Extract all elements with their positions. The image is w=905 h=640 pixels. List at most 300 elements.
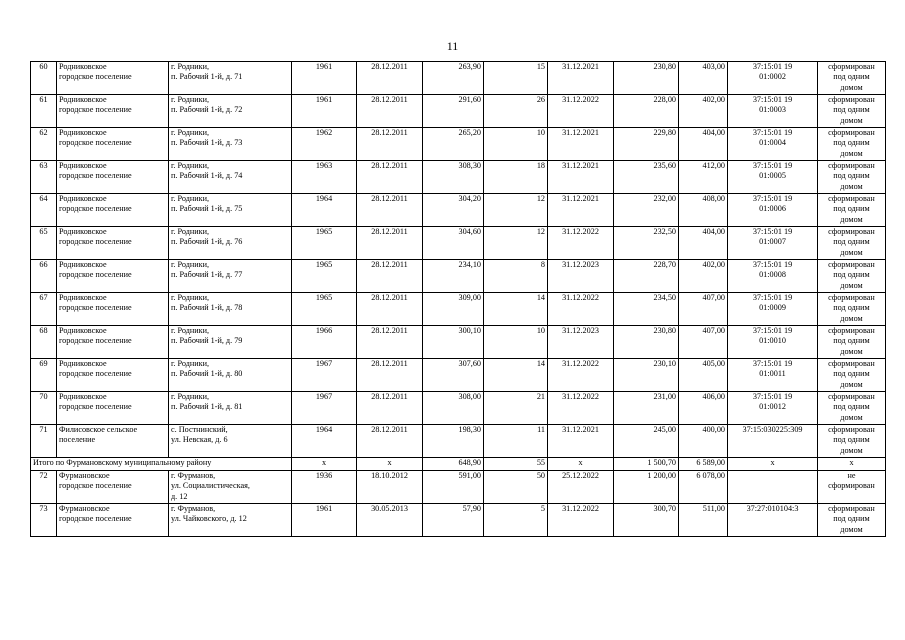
table-row bbox=[31, 62, 886, 95]
area-cell: 265,20 bbox=[423, 128, 484, 161]
status-cell-line: домом bbox=[840, 280, 863, 290]
area2-cell: 232,00 bbox=[614, 194, 679, 227]
area2-cell: 1 200,00 bbox=[614, 471, 679, 504]
area2-cell: 231,00 bbox=[614, 392, 679, 425]
cadastral-cell bbox=[728, 293, 818, 326]
status-cell-line: сформирован bbox=[828, 95, 875, 104]
row-number: 72 bbox=[31, 471, 57, 504]
row-number: 67 bbox=[31, 293, 57, 326]
area2-cell: 230,10 bbox=[614, 359, 679, 392]
row-number: 62 bbox=[31, 128, 57, 161]
row-number: 71 bbox=[31, 425, 57, 458]
year-cell: 1961 bbox=[292, 95, 357, 128]
year-cell: 1961 bbox=[292, 504, 357, 537]
cadastral-cell-line: 01:0003 bbox=[759, 105, 786, 115]
table-row bbox=[31, 504, 886, 537]
address-cell-line: п. Рабочий 1-й, д. 72 bbox=[171, 105, 243, 115]
cadastral-cell-line: 01:0012 bbox=[759, 402, 786, 412]
cadastral-cell bbox=[728, 62, 818, 95]
status-cell-line: сформирован bbox=[828, 62, 875, 71]
cadastral-cell-line: 37:15:01 19 bbox=[752, 62, 793, 71]
area-cell: 300,10 bbox=[423, 326, 484, 359]
status-cell-line: домом bbox=[840, 82, 863, 92]
year-cell: 1964 bbox=[292, 425, 357, 458]
municipality-cell-line: городское поселение bbox=[59, 204, 132, 214]
row-number: 63 bbox=[31, 161, 57, 194]
cadastral-cell-line: 37:15:01 19 bbox=[752, 326, 793, 335]
municipality-cell-line: Родниковское bbox=[59, 293, 107, 302]
residents-cell: 8 bbox=[484, 260, 548, 293]
status-cell-line: домом bbox=[840, 313, 863, 323]
residents-cell: 12 bbox=[484, 194, 548, 227]
row-number: 73 bbox=[31, 504, 57, 537]
cadastral-cell-line: 01:0010 bbox=[759, 336, 786, 346]
table-row bbox=[31, 326, 886, 359]
summary-area: 648,90 bbox=[423, 458, 484, 471]
status-cell-line: сформирован bbox=[828, 504, 875, 513]
cadastral-cell bbox=[728, 392, 818, 425]
area-cell: 304,20 bbox=[423, 194, 484, 227]
row-number: 61 bbox=[31, 95, 57, 128]
area2-cell: 232,50 bbox=[614, 227, 679, 260]
status-cell-line: домом bbox=[840, 214, 863, 224]
status-cell-line: домом bbox=[840, 445, 863, 455]
year-cell: 1965 bbox=[292, 260, 357, 293]
municipality-cell-line: Родниковское bbox=[59, 359, 107, 368]
row-number: 70 bbox=[31, 392, 57, 425]
cadastral-cell-line: 01:0006 bbox=[759, 204, 786, 214]
table-row bbox=[31, 128, 886, 161]
status-cell-line: сформирован bbox=[828, 227, 875, 236]
status-cell-line: под одним bbox=[833, 270, 870, 280]
residents-cell: 10 bbox=[484, 128, 548, 161]
address-cell-line: г. Родники, bbox=[171, 227, 210, 236]
row-number: 66 bbox=[31, 260, 57, 293]
cadastral-cell-line: 01:0007 bbox=[759, 237, 786, 247]
cadastral-cell-line: 37:15:01 19 bbox=[752, 260, 793, 269]
status-cell bbox=[818, 161, 886, 194]
municipality-cell bbox=[57, 504, 169, 537]
status-cell-line: сформирован bbox=[828, 293, 875, 302]
address-cell bbox=[169, 392, 292, 425]
address-cell bbox=[169, 471, 292, 504]
cadastral-cell bbox=[728, 128, 818, 161]
municipality-cell bbox=[57, 392, 169, 425]
summary-year: х bbox=[292, 458, 357, 471]
address-cell bbox=[169, 227, 292, 260]
municipality-cell-line: Фурмановское bbox=[59, 504, 110, 513]
municipality-cell-line: Филисовское сельское bbox=[59, 425, 138, 434]
residents-cell: 14 bbox=[484, 359, 548, 392]
status-cell-line: сформирован bbox=[828, 326, 875, 335]
date-cell: 28.12.2011 bbox=[357, 128, 423, 161]
status-cell-line: под одним bbox=[833, 237, 870, 247]
area-cell: 57,90 bbox=[423, 504, 484, 537]
status-cell bbox=[818, 95, 886, 128]
cadastral-cell-line: 37:15:030225:309 bbox=[742, 425, 803, 434]
date-cell: 28.12.2011 bbox=[357, 194, 423, 227]
address-cell bbox=[169, 62, 292, 95]
row-number: 65 bbox=[31, 227, 57, 260]
deadline-cell: 31.12.2022 bbox=[548, 359, 614, 392]
municipality-cell-line: Родниковское bbox=[59, 326, 107, 335]
address-cell-line: п. Рабочий 1-й, д. 73 bbox=[171, 138, 243, 148]
status-cell-line: сформирован bbox=[828, 260, 875, 269]
status-cell bbox=[818, 227, 886, 260]
cadastral-cell-line: 37:27:010104:3 bbox=[746, 504, 799, 513]
year-cell: 1962 bbox=[292, 128, 357, 161]
cadastral-cell-line: 37:15:01 19 bbox=[752, 161, 793, 170]
address-cell-line: с. Постнинский, bbox=[171, 425, 228, 434]
address-cell bbox=[169, 425, 292, 458]
address-cell-line: г. Родники, bbox=[171, 95, 210, 104]
cadastral-cell bbox=[728, 504, 818, 537]
table-row bbox=[31, 227, 886, 260]
status-cell bbox=[818, 392, 886, 425]
status-cell bbox=[818, 194, 886, 227]
area3-cell: 511,00 bbox=[679, 504, 728, 537]
date-cell: 28.12.2011 bbox=[357, 260, 423, 293]
table-row bbox=[31, 392, 886, 425]
area3-cell: 412,00 bbox=[679, 161, 728, 194]
status-cell-line: домом bbox=[840, 524, 863, 534]
cadastral-cell bbox=[728, 227, 818, 260]
row-number: 64 bbox=[31, 194, 57, 227]
municipality-cell-line: Родниковское bbox=[59, 161, 107, 170]
status-cell-line: сформирован bbox=[828, 194, 875, 203]
year-cell: 1967 bbox=[292, 392, 357, 425]
date-cell: 28.12.2011 bbox=[357, 293, 423, 326]
status-cell-line: сформирован bbox=[828, 359, 875, 368]
residents-cell: 26 bbox=[484, 95, 548, 128]
cadastral-cell-line: 01:0004 bbox=[759, 138, 786, 148]
cadastral-cell-line: 37:15:01 19 bbox=[752, 194, 793, 203]
address-cell-line: г. Родники, bbox=[171, 293, 210, 302]
area-cell: 309,00 bbox=[423, 293, 484, 326]
area2-cell: 230,80 bbox=[614, 62, 679, 95]
area3-cell: 407,00 bbox=[679, 326, 728, 359]
deadline-cell: 31.12.2021 bbox=[548, 128, 614, 161]
residents-cell: 11 bbox=[484, 425, 548, 458]
status-cell bbox=[818, 293, 886, 326]
status-cell-line: не bbox=[847, 471, 856, 480]
address-cell-line: ул. Социалистическая, bbox=[171, 481, 250, 491]
status-cell-line: сформирован bbox=[828, 161, 875, 170]
status-cell-line: домом bbox=[840, 379, 863, 389]
address-cell-line: ул. Невская, д. 6 bbox=[171, 435, 228, 445]
summary-label: Итого по Фурмановскому муниципальному району bbox=[31, 458, 292, 471]
area2-cell: 228,70 bbox=[614, 260, 679, 293]
table-row bbox=[31, 359, 886, 392]
municipality-cell-line: поселение bbox=[59, 435, 96, 445]
status-cell-line: сформирован bbox=[828, 392, 875, 401]
status-cell bbox=[818, 260, 886, 293]
summary-area3: 6 589,00 bbox=[679, 458, 728, 471]
address-cell-line: п. Рабочий 1-й, д. 74 bbox=[171, 171, 243, 181]
cadastral-cell bbox=[728, 425, 818, 458]
deadline-cell: 25.12.2022 bbox=[548, 471, 614, 504]
address-cell-line: п. Рабочий 1-й, д. 77 bbox=[171, 270, 243, 280]
address-cell-line: г. Родники, bbox=[171, 326, 210, 335]
status-cell-line: домом bbox=[840, 115, 863, 125]
municipality-cell-line: Родниковское bbox=[59, 260, 107, 269]
address-cell bbox=[169, 194, 292, 227]
municipality-cell bbox=[57, 62, 169, 95]
address-cell-line: г. Родники, bbox=[171, 260, 210, 269]
summary-residents: 55 bbox=[484, 458, 548, 471]
status-cell-line: под одним bbox=[833, 171, 870, 181]
cadastral-cell-line: 37:15:01 19 bbox=[752, 128, 793, 137]
municipality-cell-line: городское поселение bbox=[59, 237, 132, 247]
table-body bbox=[31, 62, 886, 537]
municipality-cell bbox=[57, 161, 169, 194]
deadline-cell: 31.12.2022 bbox=[548, 95, 614, 128]
date-cell: 28.12.2011 bbox=[357, 161, 423, 194]
status-cell-line: под одним bbox=[833, 138, 870, 148]
date-cell: 28.12.2011 bbox=[357, 425, 423, 458]
status-cell bbox=[818, 128, 886, 161]
cadastral-cell bbox=[728, 359, 818, 392]
year-cell: 1964 bbox=[292, 194, 357, 227]
date-cell: 28.12.2011 bbox=[357, 62, 423, 95]
date-cell: 30.05.2013 bbox=[357, 504, 423, 537]
table-row bbox=[31, 194, 886, 227]
table-row bbox=[31, 425, 886, 458]
deadline-cell: 31.12.2021 bbox=[548, 194, 614, 227]
residents-cell: 14 bbox=[484, 293, 548, 326]
deadline-cell: 31.12.2021 bbox=[548, 425, 614, 458]
municipality-cell-line: городское поселение bbox=[59, 336, 132, 346]
address-cell bbox=[169, 161, 292, 194]
status-cell bbox=[818, 326, 886, 359]
summary-date: х bbox=[357, 458, 423, 471]
summary-status: х bbox=[818, 458, 886, 471]
residents-cell: 5 bbox=[484, 504, 548, 537]
municipality-cell-line: городское поселение bbox=[59, 303, 132, 313]
municipality-cell-line: Родниковское bbox=[59, 194, 107, 203]
municipality-cell-line: городское поселение bbox=[59, 402, 132, 412]
area3-cell: 404,00 bbox=[679, 227, 728, 260]
address-cell-line: г. Родники, bbox=[171, 128, 210, 137]
municipality-cell-line: городское поселение bbox=[59, 514, 132, 524]
date-cell: 28.12.2011 bbox=[357, 95, 423, 128]
cadastral-cell bbox=[728, 260, 818, 293]
status-cell-line: под одним bbox=[833, 105, 870, 115]
area3-cell: 408,00 bbox=[679, 194, 728, 227]
status-cell-line: под одним bbox=[833, 435, 870, 445]
address-cell-line: п. Рабочий 1-й, д. 81 bbox=[171, 402, 243, 412]
status-cell bbox=[818, 504, 886, 537]
status-cell bbox=[818, 62, 886, 95]
municipality-cell bbox=[57, 359, 169, 392]
area-cell: 304,60 bbox=[423, 227, 484, 260]
row-number: 69 bbox=[31, 359, 57, 392]
address-cell-line: п. Рабочий 1-й, д. 79 bbox=[171, 336, 243, 346]
municipality-cell-line: Фурмановское bbox=[59, 471, 110, 480]
cadastral-cell-line: 37:15:01 19 bbox=[752, 95, 793, 104]
address-cell-line: г. Родники, bbox=[171, 194, 210, 203]
cadastral-cell bbox=[728, 471, 818, 504]
area-cell: 234,10 bbox=[423, 260, 484, 293]
area3-cell: 400,00 bbox=[679, 425, 728, 458]
row-number: 60 bbox=[31, 62, 57, 95]
area2-cell: 234,50 bbox=[614, 293, 679, 326]
address-cell bbox=[169, 326, 292, 359]
status-cell bbox=[818, 471, 886, 504]
year-cell: 1963 bbox=[292, 161, 357, 194]
cadastral-cell bbox=[728, 194, 818, 227]
municipality-cell-line: городское поселение bbox=[59, 171, 132, 181]
municipality-cell bbox=[57, 425, 169, 458]
area3-cell: 405,00 bbox=[679, 359, 728, 392]
municipality-cell-line: городское поселение bbox=[59, 481, 132, 491]
address-cell-line: г. Родники, bbox=[171, 359, 210, 368]
address-cell-line: п. Рабочий 1-й, д. 80 bbox=[171, 369, 243, 379]
status-cell-line: под одним bbox=[833, 72, 870, 82]
page-number: 11 bbox=[446, 39, 459, 53]
residents-cell: 15 bbox=[484, 62, 548, 95]
municipality-cell-line: Родниковское bbox=[59, 392, 107, 401]
municipality-cell-line: городское поселение bbox=[59, 369, 132, 379]
address-cell bbox=[169, 95, 292, 128]
municipality-cell-line: городское поселение bbox=[59, 105, 132, 115]
area3-cell: 407,00 bbox=[679, 293, 728, 326]
area2-cell: 228,00 bbox=[614, 95, 679, 128]
area-cell: 591,00 bbox=[423, 471, 484, 504]
address-cell bbox=[169, 293, 292, 326]
area-cell: 308,30 bbox=[423, 161, 484, 194]
status-cell-line: сформирован bbox=[828, 425, 875, 434]
municipality-cell bbox=[57, 128, 169, 161]
status-cell-line: домом bbox=[840, 346, 863, 356]
year-cell: 1967 bbox=[292, 359, 357, 392]
cadastral-cell-line: 37:15:01 19 bbox=[752, 392, 793, 401]
table-row bbox=[31, 260, 886, 293]
residents-cell: 12 bbox=[484, 227, 548, 260]
status-cell-line: под одним bbox=[833, 204, 870, 214]
row-number: 68 bbox=[31, 326, 57, 359]
table-row bbox=[31, 161, 886, 194]
year-cell: 1965 bbox=[292, 293, 357, 326]
area-cell: 198,30 bbox=[423, 425, 484, 458]
deadline-cell: 31.12.2023 bbox=[548, 260, 614, 293]
area2-cell: 245,00 bbox=[614, 425, 679, 458]
address-cell-line: д. 12 bbox=[171, 491, 188, 501]
status-cell-line: под одним bbox=[833, 514, 870, 524]
cadastral-cell bbox=[728, 161, 818, 194]
area2-cell: 235,60 bbox=[614, 161, 679, 194]
status-cell-line: сформирован bbox=[828, 481, 875, 491]
year-cell: 1961 bbox=[292, 62, 357, 95]
summary-row bbox=[31, 458, 886, 471]
date-cell: 28.12.2011 bbox=[357, 227, 423, 260]
municipality-cell bbox=[57, 293, 169, 326]
table-row bbox=[31, 293, 886, 326]
deadline-cell: 31.12.2021 bbox=[548, 161, 614, 194]
summary-cadastral: х bbox=[728, 458, 818, 471]
year-cell: 1965 bbox=[292, 227, 357, 260]
cadastral-cell bbox=[728, 95, 818, 128]
address-cell bbox=[169, 128, 292, 161]
summary-area2: 1 500,70 bbox=[614, 458, 679, 471]
area2-cell: 230,80 bbox=[614, 326, 679, 359]
table-row bbox=[31, 95, 886, 128]
area-cell: 308,00 bbox=[423, 392, 484, 425]
area3-cell: 403,00 bbox=[679, 62, 728, 95]
address-cell-line: ул. Чайковского, д. 12 bbox=[171, 514, 247, 524]
table-row bbox=[31, 471, 886, 504]
address-cell bbox=[169, 260, 292, 293]
municipality-cell-line: городское поселение bbox=[59, 270, 132, 280]
residents-cell: 10 bbox=[484, 326, 548, 359]
deadline-cell: 31.12.2021 bbox=[548, 62, 614, 95]
date-cell: 18.10.2012 bbox=[357, 471, 423, 504]
address-cell-line: п. Рабочий 1-й, д. 76 bbox=[171, 237, 243, 247]
status-cell-line: сформирован bbox=[828, 128, 875, 137]
status-cell-line: под одним bbox=[833, 336, 870, 346]
area2-cell: 229,80 bbox=[614, 128, 679, 161]
area3-cell: 6 078,00 bbox=[679, 471, 728, 504]
deadline-cell: 31.12.2023 bbox=[548, 326, 614, 359]
cadastral-cell-line: 37:15:01 19 bbox=[752, 227, 793, 236]
area3-cell: 402,00 bbox=[679, 260, 728, 293]
municipality-cell bbox=[57, 95, 169, 128]
address-cell-line: г. Родники, bbox=[171, 62, 210, 71]
municipality-cell bbox=[57, 326, 169, 359]
area3-cell: 404,00 bbox=[679, 128, 728, 161]
municipality-cell-line: городское поселение bbox=[59, 72, 132, 82]
address-cell-line: п. Рабочий 1-й, д. 71 bbox=[171, 72, 243, 82]
municipality-cell-line: Родниковское bbox=[59, 62, 107, 71]
area3-cell: 402,00 bbox=[679, 95, 728, 128]
status-cell bbox=[818, 425, 886, 458]
deadline-cell: 31.12.2022 bbox=[548, 504, 614, 537]
address-cell-line: п. Рабочий 1-й, д. 75 bbox=[171, 204, 243, 214]
cadastral-cell-line: 01:0011 bbox=[759, 369, 786, 379]
status-cell-line: домом bbox=[840, 181, 863, 191]
municipality-cell bbox=[57, 227, 169, 260]
municipality-cell bbox=[57, 471, 169, 504]
area-cell: 291,60 bbox=[423, 95, 484, 128]
municipality-cell-line: городское поселение bbox=[59, 138, 132, 148]
area3-cell: 406,00 bbox=[679, 392, 728, 425]
date-cell: 28.12.2011 bbox=[357, 392, 423, 425]
deadline-cell: 31.12.2022 bbox=[548, 227, 614, 260]
date-cell: 28.12.2011 bbox=[357, 326, 423, 359]
area2-cell: 300,70 bbox=[614, 504, 679, 537]
address-cell-line: г. Родники, bbox=[171, 161, 210, 170]
address-cell-line: г. Фурманов, bbox=[171, 504, 216, 513]
address-cell bbox=[169, 504, 292, 537]
residents-cell: 18 bbox=[484, 161, 548, 194]
cadastral-cell-line: 37:15:01 19 bbox=[752, 293, 793, 302]
municipality-cell bbox=[57, 260, 169, 293]
municipality-cell-line: Родниковское bbox=[59, 95, 107, 104]
cadastral-cell-line: 01:0002 bbox=[759, 72, 786, 82]
residents-cell: 21 bbox=[484, 392, 548, 425]
residents-cell: 50 bbox=[484, 471, 548, 504]
municipality-cell-line: Родниковское bbox=[59, 128, 107, 137]
cadastral-cell bbox=[728, 326, 818, 359]
cadastral-cell-line: 01:0008 bbox=[759, 270, 786, 280]
status-cell-line: домом bbox=[840, 148, 863, 158]
date-cell: 28.12.2011 bbox=[357, 359, 423, 392]
status-cell-line: под одним bbox=[833, 402, 870, 412]
cadastral-cell-line: 37:15:01 19 bbox=[752, 359, 793, 368]
year-cell: 1936 bbox=[292, 471, 357, 504]
deadline-cell: 31.12.2022 bbox=[548, 392, 614, 425]
address-cell bbox=[169, 359, 292, 392]
